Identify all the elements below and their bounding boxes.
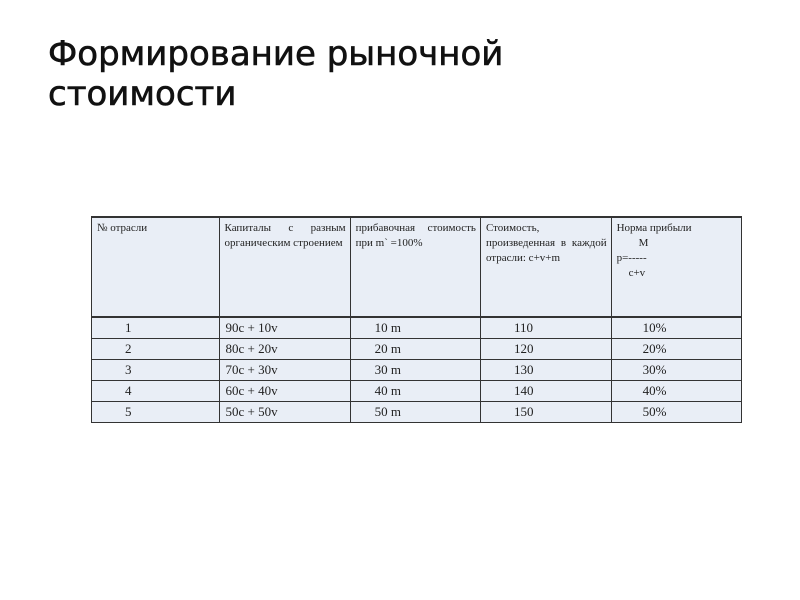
cell-profit-rate: 20% xyxy=(611,339,741,360)
cell-capitals: 90c + 10v xyxy=(219,317,350,339)
cell-profit-rate: 10% xyxy=(611,317,741,339)
header-profit-rate xyxy=(611,217,741,317)
table-row xyxy=(92,317,742,339)
table-header-row xyxy=(92,217,742,317)
cell-capitals: 80c + 20v xyxy=(219,339,350,360)
cell-value: 110 xyxy=(480,317,611,339)
table-row xyxy=(92,360,742,381)
cell-surplus: 10 m xyxy=(350,317,480,339)
cell-profit-rate: 50% xyxy=(611,402,741,423)
cell-surplus: 30 m xyxy=(350,360,480,381)
cell-surplus: 20 m xyxy=(350,339,480,360)
cell-sector: 1 xyxy=(92,317,220,339)
table-body xyxy=(92,217,742,423)
cell-surplus: 40 m xyxy=(350,381,480,402)
table-row xyxy=(92,381,742,402)
slide-title-line-1: Формирование рыночной xyxy=(48,34,504,74)
header-sector: № отрасли xyxy=(92,217,220,317)
header-profit-rate-title: Норма прибыли xyxy=(616,222,692,234)
cell-sector: 2 xyxy=(92,339,220,360)
cell-profit-rate: 30% xyxy=(611,360,741,381)
cell-sector: 3 xyxy=(92,360,220,381)
cell-capitals: 70c + 30v xyxy=(219,360,350,381)
table-row xyxy=(92,402,742,423)
market-value-table xyxy=(91,216,742,423)
header-profit-rate-m: M xyxy=(638,237,649,249)
header-surplus: прибавочная стоимость при m` =100% xyxy=(350,217,480,317)
cell-sector: 5 xyxy=(92,402,220,423)
cell-surplus: 50 m xyxy=(350,402,480,423)
header-profit-rate-cv: c+v xyxy=(628,267,646,279)
header-capitals: Капиталы с разным органическим строением xyxy=(219,217,350,317)
cell-value: 120 xyxy=(480,339,611,360)
cell-sector: 4 xyxy=(92,381,220,402)
header-value: Стоимость, произведенная в каждой отрасли: c+v+m xyxy=(480,217,611,317)
cell-value: 140 xyxy=(480,381,611,402)
table-row xyxy=(92,339,742,360)
cell-capitals: 60c + 40v xyxy=(219,381,350,402)
cell-capitals: 50c + 50v xyxy=(219,402,350,423)
slide-title xyxy=(48,34,748,114)
cell-profit-rate: 40% xyxy=(611,381,741,402)
cell-value: 150 xyxy=(480,402,611,423)
slide-title-line-2: стоимости xyxy=(48,74,237,114)
cell-value: 130 xyxy=(480,360,611,381)
header-profit-rate-p: p=----- xyxy=(616,252,647,264)
